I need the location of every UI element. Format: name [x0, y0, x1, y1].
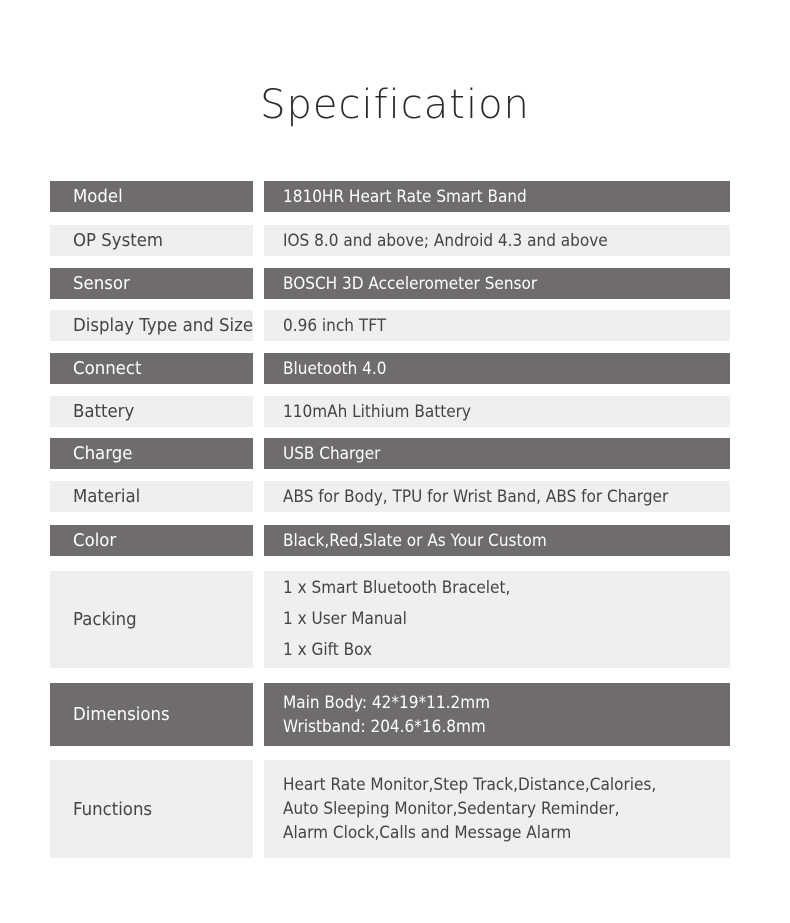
spec-label-cell: [50, 268, 253, 299]
spec-label: Sensor: [73, 273, 130, 294]
spec-label: Dimensions: [73, 704, 170, 725]
spec-value: 1810HR Heart Rate Smart Band: [283, 186, 527, 207]
spec-value: Alarm Clock,Calls and Message Alarm: [283, 823, 572, 843]
spec-row-connect: [50, 353, 730, 384]
spec-value: 1 x Smart Bluetooth Bracelet,: [283, 578, 511, 598]
spec-value-cell: [264, 571, 730, 668]
spec-label-cell: [50, 396, 253, 427]
spec-value: USB Charger: [283, 443, 381, 464]
spec-row-packing: [50, 571, 730, 668]
spec-row-color: [50, 525, 730, 556]
spec-value: 110mAh Lithium Battery: [283, 401, 471, 422]
spec-value-cell: [264, 310, 730, 341]
spec-row-display: [50, 310, 730, 341]
spec-value-cell: [264, 225, 730, 256]
spec-row-model: [50, 181, 730, 212]
spec-value: 1 x Gift Box: [283, 640, 373, 660]
spec-label-cell: [50, 683, 253, 746]
spec-value: Heart Rate Monitor,Step Track,Distance,Calories,: [283, 775, 657, 795]
spec-row-op-system: [50, 225, 730, 256]
spec-row-functions: [50, 760, 730, 858]
spec-value: ABS for Body, TPU for Wrist Band, ABS for Charger: [283, 486, 669, 507]
spec-row-sensor: [50, 268, 730, 299]
spec-label-cell: [50, 353, 253, 384]
spec-label: Connect: [73, 358, 142, 379]
spec-row-dimensions: [50, 683, 730, 746]
spec-value: Wristband: 204.6*16.8mm: [283, 716, 486, 737]
spec-value-cell: [264, 268, 730, 299]
spec-label: Charge: [73, 443, 133, 464]
spec-value: IOS 8.0 and above; Android 4.3 and above: [283, 230, 608, 251]
spec-label: Display Type and Size: [73, 315, 254, 336]
spec-value: 1 x User Manual: [283, 609, 407, 629]
spec-table: [50, 181, 730, 858]
spec-value: Bluetooth 4.0: [283, 358, 387, 379]
spec-value-cell: [264, 181, 730, 212]
spec-label: Model: [73, 186, 123, 207]
spec-value-cell: [264, 438, 730, 469]
spec-label: Battery: [73, 401, 135, 422]
spec-value: Auto Sleeping Monitor,Sedentary Reminder,: [283, 799, 620, 819]
spec-label-cell: [50, 760, 253, 858]
spec-label: Material: [73, 486, 141, 507]
spec-value: 0.96 inch TFT: [283, 315, 387, 336]
spec-value-cell: [264, 760, 730, 858]
spec-label-cell: [50, 310, 253, 341]
spec-value-cell: [264, 525, 730, 556]
spec-label-cell: [50, 481, 253, 512]
spec-label-cell: [50, 525, 253, 556]
spec-value-cell: [264, 353, 730, 384]
spec-value-cell: [264, 683, 730, 746]
spec-row-battery: [50, 396, 730, 427]
spec-label: Functions: [73, 798, 153, 820]
spec-label: OP System: [73, 230, 164, 251]
page-title: Specification: [260, 82, 530, 128]
spec-row-charge: [50, 438, 730, 469]
spec-value-cell: [264, 396, 730, 427]
spec-label: Packing: [73, 609, 137, 630]
spec-value: Main Body: 42*19*11.2mm: [283, 692, 491, 713]
spec-label-cell: [50, 571, 253, 668]
spec-row-material: [50, 481, 730, 512]
spec-label-cell: [50, 438, 253, 469]
spec-label-cell: [50, 225, 253, 256]
spec-label: Color: [73, 530, 117, 551]
spec-value: BOSCH 3D Accelerometer Sensor: [283, 273, 538, 294]
spec-value: Black,Red,Slate or As Your Custom: [283, 530, 547, 551]
spec-value-cell: [264, 481, 730, 512]
spec-label-cell: [50, 181, 253, 212]
